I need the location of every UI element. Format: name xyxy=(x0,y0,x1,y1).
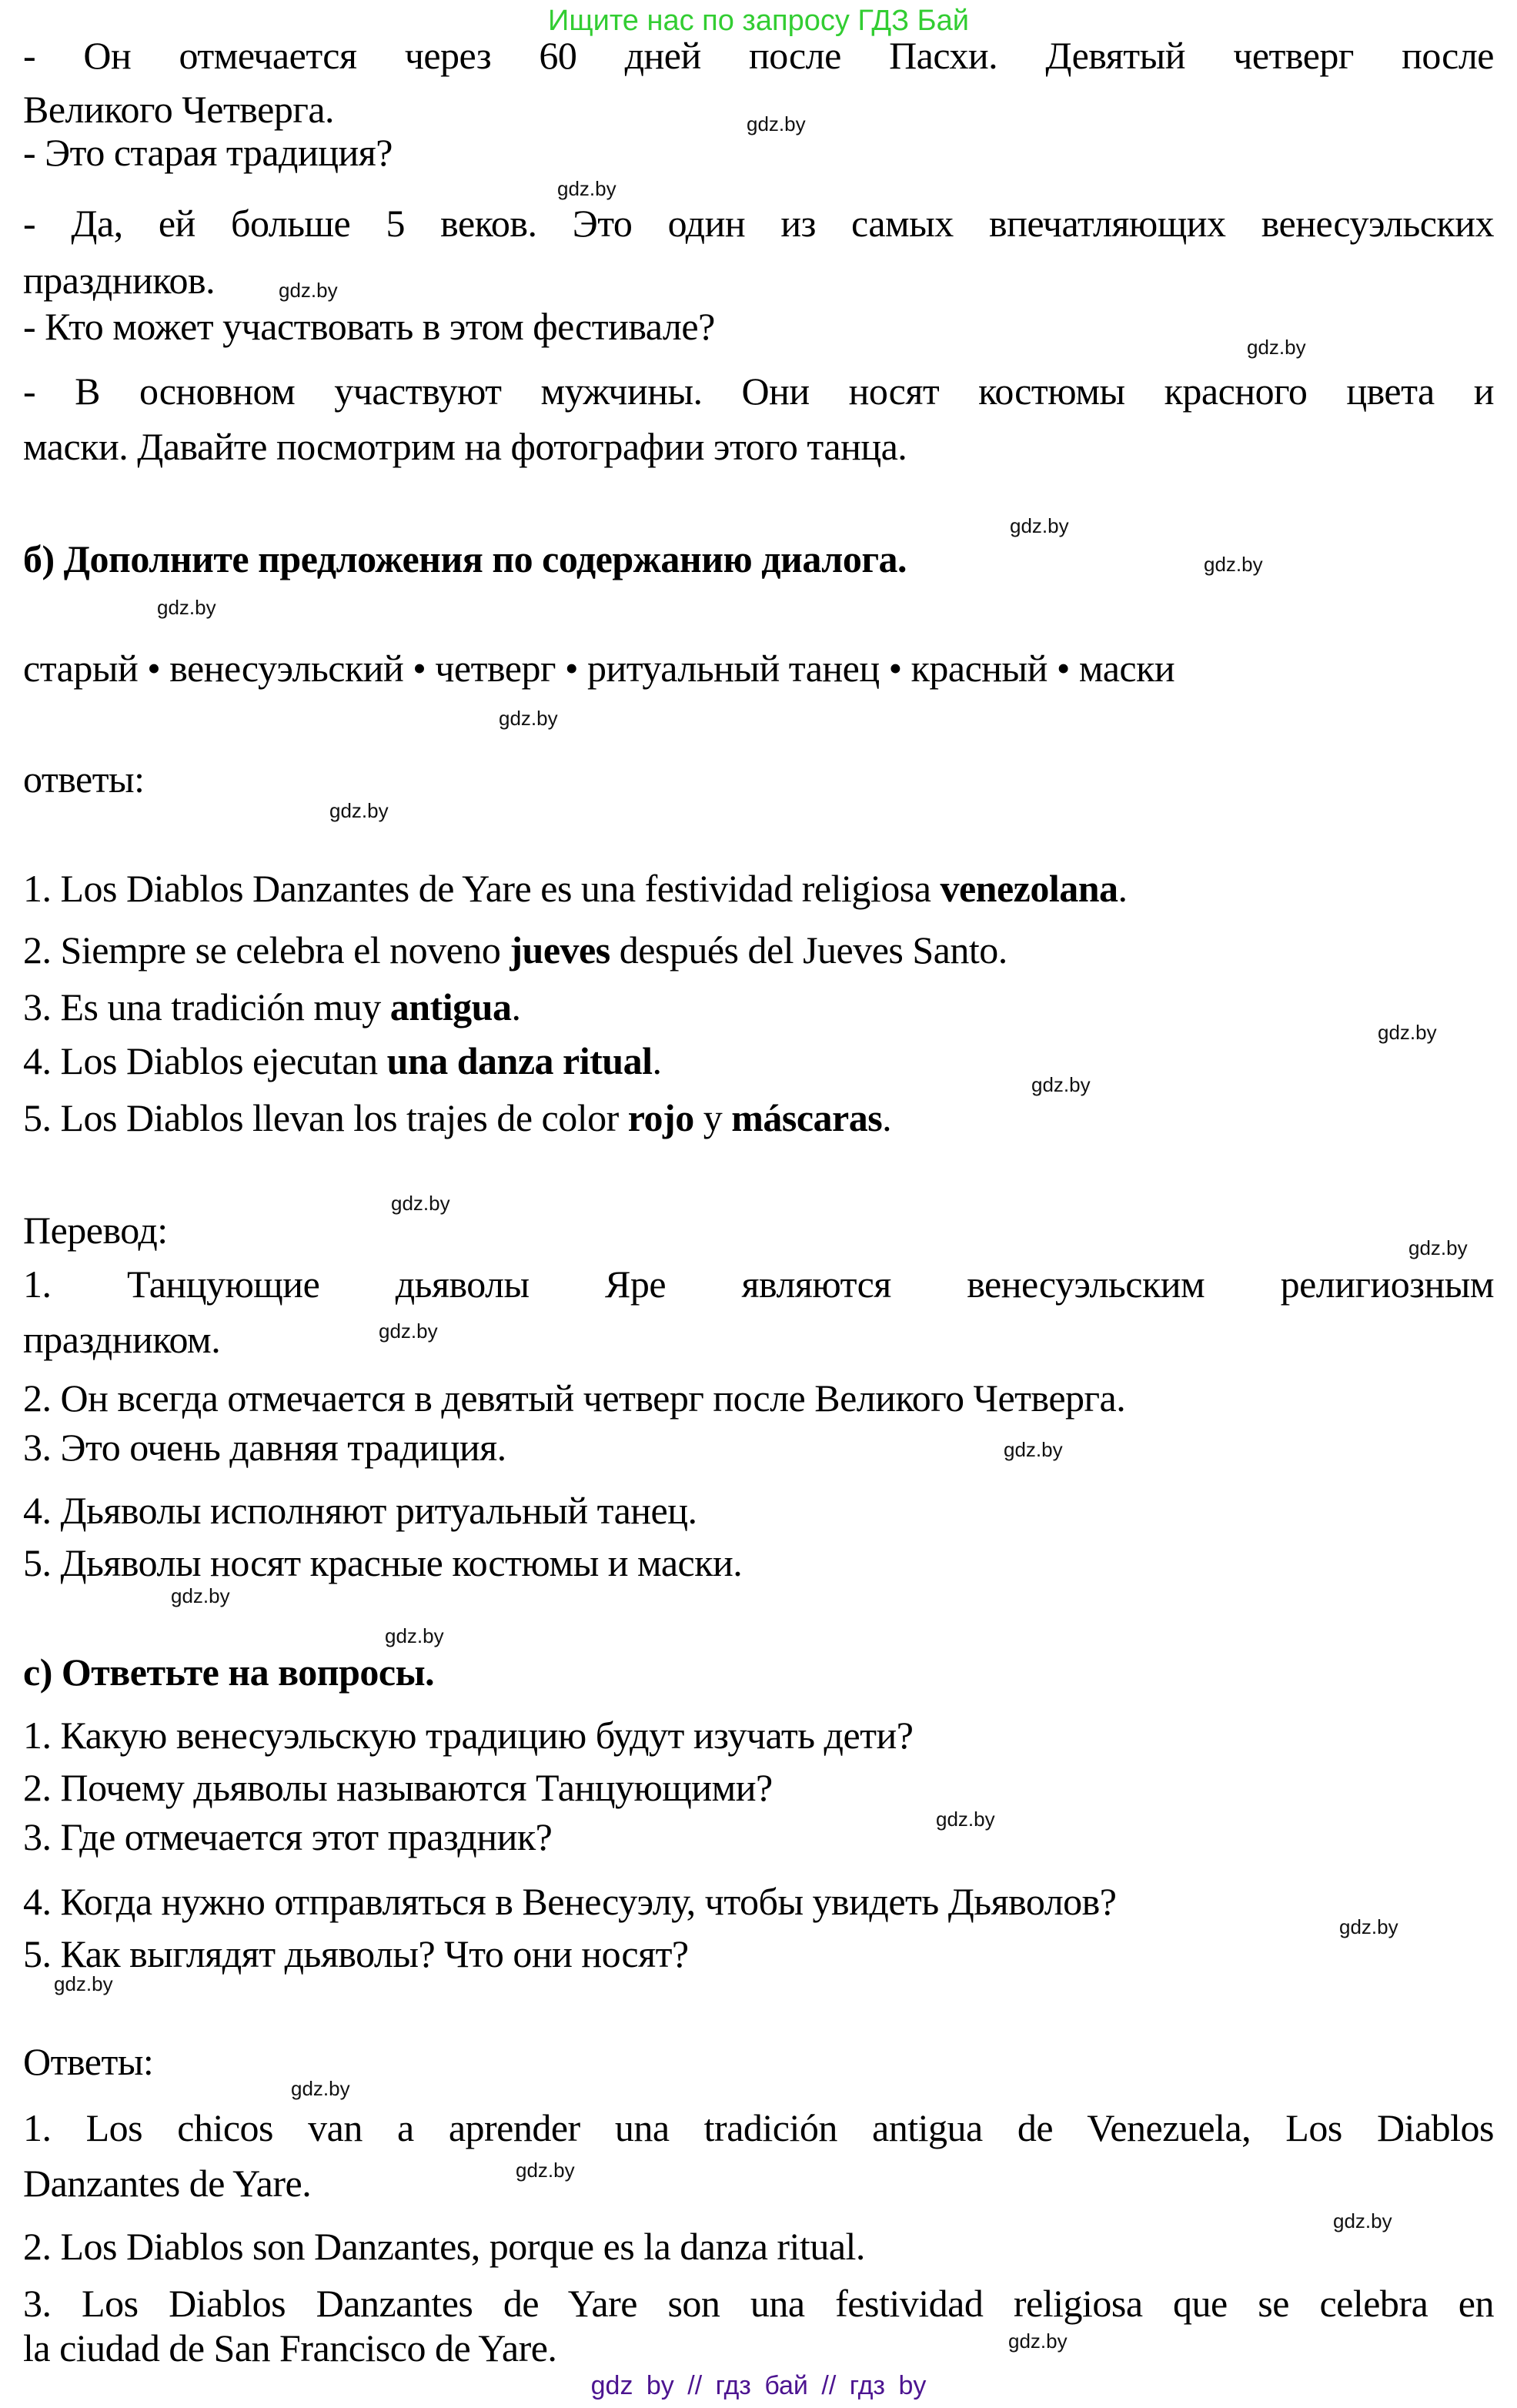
watermark: gdz.by xyxy=(936,1808,995,1831)
watermark: gdz.by xyxy=(329,799,389,822)
watermark: gdz.by xyxy=(747,112,806,135)
translation-2 xyxy=(23,1376,1494,1420)
answers-label-upper xyxy=(23,2040,1494,2083)
watermark: gdz.by xyxy=(1004,1438,1063,1461)
text-segment: venezolana xyxy=(940,867,1118,910)
answer-es-1 xyxy=(23,867,1494,910)
translation-label xyxy=(23,1209,1494,1252)
text-segment: праздников. xyxy=(23,259,216,302)
watermark: gdz.by xyxy=(1247,336,1306,359)
text-segment: Перевод: xyxy=(23,1209,168,1252)
final-answer-3a xyxy=(23,2282,1494,2325)
watermark: gdz.by xyxy=(379,1319,438,1343)
watermark: gdz.by xyxy=(1010,514,1069,537)
text-segment: y xyxy=(693,1096,732,1139)
text-segment: . xyxy=(1118,867,1128,910)
answer-es-5 xyxy=(23,1096,1494,1139)
text-segment: . xyxy=(652,1039,662,1082)
task-b-heading xyxy=(23,537,1494,580)
text-segment: Ответы: xyxy=(23,2040,154,2083)
text-segment: - Да, ей больше 5 веков. Это один из самых впечатляющих венесуэльских xyxy=(23,202,1494,245)
dialog-line-2 xyxy=(23,131,1494,174)
watermark: gdz.by xyxy=(1333,2209,1392,2232)
text-segment: 4. Когда нужно отправляться в Венесуэлу, чтобы увидеть Дьяволов? xyxy=(23,1880,1117,1923)
text-segment: 2. Он всегда отмечается в девятый четверг после Великого Четверга. xyxy=(23,1376,1126,1420)
text-segment: 1. Танцующие дьяволы Яре являются венесуэльским религиозным xyxy=(23,1263,1494,1306)
question-2 xyxy=(23,1766,1494,1809)
text-segment: rojo xyxy=(627,1096,694,1139)
text-segment: 1. Los Diablos Danzantes de Yare es una festividad religiosa xyxy=(23,867,941,910)
text-segment: - Он отмечается через 60 дней после Пасхи. Девятый четверг после xyxy=(23,34,1494,77)
watermark: gdz.by xyxy=(1031,1073,1091,1096)
final-answer-1b xyxy=(23,2162,1494,2205)
answer-es-2 xyxy=(23,928,1494,972)
text-segment: - Кто может участвовать в этом фестивале? xyxy=(23,305,715,348)
final-answer-1a xyxy=(23,2106,1494,2149)
text-segment: 2. Почему дьяволы называются Танцующими? xyxy=(23,1766,773,1809)
header-banner: Ищите нас по запросу ГДЗ Бай xyxy=(548,5,969,37)
footer-banner: gdz by // гдз бай // гдз by xyxy=(590,2371,927,2400)
watermark: gdz.by xyxy=(391,1192,450,1215)
text-segment: с) Ответьте на вопросы. xyxy=(23,1650,435,1694)
answer-es-4 xyxy=(23,1039,1494,1082)
watermark: gdz.by xyxy=(385,1624,444,1647)
text-segment: antigua xyxy=(389,985,512,1028)
text-segment: . xyxy=(882,1096,892,1139)
watermark: gdz.by xyxy=(54,1972,113,1995)
dialog-line-1a xyxy=(23,34,1494,77)
text-segment: - В основном участвуют мужчины. Они носят костюмы красного цвета и xyxy=(23,370,1494,413)
text-segment: ответы: xyxy=(23,758,145,801)
text-segment: máscaras xyxy=(731,1096,883,1139)
final-answer-2 xyxy=(23,2225,1494,2268)
answer-es-3 xyxy=(23,985,1494,1028)
word-bank xyxy=(23,647,1494,690)
dialog-line-5b xyxy=(23,425,1494,468)
text-segment: праздником. xyxy=(23,1318,221,1361)
text-segment: 5. Как выглядят дьяволы? Что они носят? xyxy=(23,1932,689,1975)
translation-1b xyxy=(23,1318,1494,1361)
text-segment: 3. Где отмечается этот праздник? xyxy=(23,1815,553,1858)
text-segment: . xyxy=(511,985,521,1028)
translation-1a xyxy=(23,1263,1494,1306)
text-segment: 3. Es una tradición muy xyxy=(23,985,390,1028)
watermark: gdz.by xyxy=(1204,553,1263,576)
watermark: gdz.by xyxy=(1339,1915,1398,1938)
translation-3 xyxy=(23,1426,1494,1469)
text-segment: б) Дополните предложения по содержанию диалога. xyxy=(23,537,907,580)
final-answer-3b xyxy=(23,2326,1494,2370)
text-segment: 5. Дьяволы носят красные костюмы и маски. xyxy=(23,1541,743,1584)
text-segment: 3. Los Diablos Danzantes de Yare son una festividad religiosa que se celebra en xyxy=(23,2282,1494,2325)
question-5 xyxy=(23,1932,1494,1975)
translation-4 xyxy=(23,1489,1494,1532)
watermark: gdz.by xyxy=(279,279,338,302)
watermark: gdz.by xyxy=(557,177,616,200)
text-segment: старый • венесуэльский • четверг • ритуальный танец • красный • маски xyxy=(23,647,1175,690)
text-segment: jueves xyxy=(510,928,610,972)
text-segment: 2. Siempre se celebra el noveno xyxy=(23,928,510,972)
text-segment: 4. Los Diablos ejecutan xyxy=(23,1039,387,1082)
text-segment: 5. Los Diablos llevan los trajes de color xyxy=(23,1096,628,1139)
text-segment: la ciudad de San Francisco de Yare. xyxy=(23,2326,557,2370)
watermark: gdz.by xyxy=(1378,1021,1437,1044)
dialog-line-3b xyxy=(23,259,1494,302)
text-segment: маски. Давайте посмотрим на фотографии этого танца. xyxy=(23,425,907,468)
dialog-line-5a xyxy=(23,370,1494,413)
text-segment: Великого Четверга. xyxy=(23,88,335,131)
watermark: gdz.by xyxy=(499,707,558,730)
text-segment: 1. Los chicos van a aprender una tradición antigua de Venezuela, Los Diablos xyxy=(23,2106,1494,2149)
question-3 xyxy=(23,1815,1494,1858)
text-segment: 2. Los Diablos son Danzantes, porque es la danza ritual. xyxy=(23,2225,865,2268)
question-1 xyxy=(23,1714,1494,1757)
dialog-line-3a xyxy=(23,202,1494,245)
task-c-heading xyxy=(23,1650,1494,1694)
translation-5 xyxy=(23,1541,1494,1584)
text-segment: una danza ritual xyxy=(386,1039,653,1082)
watermark: gdz.by xyxy=(291,2077,350,2100)
answers-label-lower xyxy=(23,758,1494,801)
text-segment: 1. Какую венесуэльскую традицию будут изучать дети? xyxy=(23,1714,914,1757)
watermark: gdz.by xyxy=(157,596,216,619)
watermark: gdz.by xyxy=(516,2159,575,2182)
text-segment: después del Jueves Santo. xyxy=(610,928,1007,972)
text-segment: Danzantes de Yare. xyxy=(23,2162,312,2205)
watermark: gdz.by xyxy=(1408,1236,1468,1259)
watermark: gdz.by xyxy=(171,1584,230,1607)
text-segment: 4. Дьяволы исполняют ритуальный танец. xyxy=(23,1489,697,1532)
text-segment: - Это старая традиция? xyxy=(23,131,393,174)
text-segment: 3. Это очень давняя традиция. xyxy=(23,1426,506,1469)
watermark: gdz.by xyxy=(1008,2329,1068,2353)
question-4 xyxy=(23,1880,1494,1923)
